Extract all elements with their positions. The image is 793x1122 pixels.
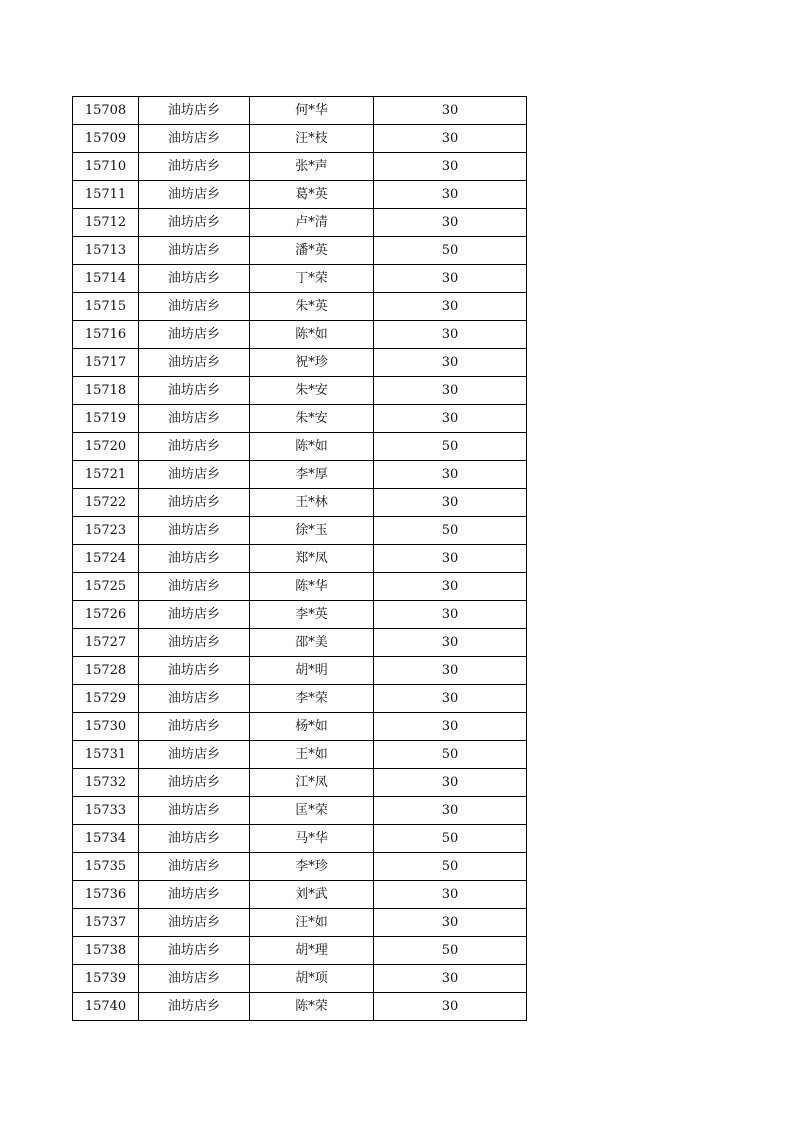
table-row — [73, 573, 527, 601]
record-id-cell: 15730 — [73, 713, 139, 741]
person-name-cell: 王*林 — [250, 489, 374, 517]
township-cell: 油坊店乡 — [139, 181, 250, 209]
amount-cell: 30 — [374, 601, 527, 629]
table-row — [73, 853, 527, 881]
township-cell: 油坊店乡 — [139, 125, 250, 153]
person-name-cell: 匡*荣 — [250, 797, 374, 825]
amount-cell: 30 — [374, 769, 527, 797]
person-name-cell: 李*珍 — [250, 853, 374, 881]
amount-cell: 50 — [374, 937, 527, 965]
table-row — [73, 237, 527, 265]
amount-cell: 30 — [374, 993, 527, 1021]
record-id-cell: 15708 — [73, 97, 139, 125]
table-row — [73, 405, 527, 433]
person-name-cell: 李*英 — [250, 601, 374, 629]
township-cell: 油坊店乡 — [139, 349, 250, 377]
township-cell: 油坊店乡 — [139, 209, 250, 237]
township-cell: 油坊店乡 — [139, 433, 250, 461]
amount-cell: 30 — [374, 349, 527, 377]
township-cell: 油坊店乡 — [139, 517, 250, 545]
person-name-cell: 陈*荣 — [250, 993, 374, 1021]
township-cell: 油坊店乡 — [139, 461, 250, 489]
table-row — [73, 461, 527, 489]
person-name-cell: 何*华 — [250, 97, 374, 125]
amount-cell: 30 — [374, 657, 527, 685]
amount-cell: 30 — [374, 573, 527, 601]
record-id-cell: 15722 — [73, 489, 139, 517]
table-row — [73, 489, 527, 517]
person-name-cell: 丁*荣 — [250, 265, 374, 293]
amount-cell: 50 — [374, 237, 527, 265]
person-name-cell: 陈*如 — [250, 433, 374, 461]
table-row — [73, 825, 527, 853]
table-row — [73, 209, 527, 237]
township-cell: 油坊店乡 — [139, 601, 250, 629]
amount-cell: 30 — [374, 713, 527, 741]
township-cell: 油坊店乡 — [139, 909, 250, 937]
table-row — [73, 993, 527, 1021]
township-cell: 油坊店乡 — [139, 965, 250, 993]
person-name-cell: 祝*珍 — [250, 349, 374, 377]
subsidy-table — [72, 96, 527, 1021]
township-cell: 油坊店乡 — [139, 321, 250, 349]
amount-cell: 30 — [374, 377, 527, 405]
record-id-cell: 15718 — [73, 377, 139, 405]
amount-cell: 50 — [374, 741, 527, 769]
amount-cell: 30 — [374, 797, 527, 825]
person-name-cell: 杨*如 — [250, 713, 374, 741]
township-cell: 油坊店乡 — [139, 685, 250, 713]
record-id-cell: 15738 — [73, 937, 139, 965]
table-row — [73, 153, 527, 181]
record-id-cell: 15737 — [73, 909, 139, 937]
person-name-cell: 徐*玉 — [250, 517, 374, 545]
amount-cell: 30 — [374, 293, 527, 321]
person-name-cell: 王*如 — [250, 741, 374, 769]
township-cell: 油坊店乡 — [139, 153, 250, 181]
record-id-cell: 15733 — [73, 797, 139, 825]
township-cell: 油坊店乡 — [139, 993, 250, 1021]
record-id-cell: 15734 — [73, 825, 139, 853]
person-name-cell: 汪*如 — [250, 909, 374, 937]
record-id-cell: 15723 — [73, 517, 139, 545]
amount-cell: 30 — [374, 97, 527, 125]
amount-cell: 30 — [374, 545, 527, 573]
record-id-cell: 15735 — [73, 853, 139, 881]
person-name-cell: 江*凤 — [250, 769, 374, 797]
township-cell: 油坊店乡 — [139, 573, 250, 601]
record-id-cell: 15719 — [73, 405, 139, 433]
amount-cell: 30 — [374, 209, 527, 237]
township-cell: 油坊店乡 — [139, 881, 250, 909]
record-id-cell: 15716 — [73, 321, 139, 349]
record-id-cell: 15713 — [73, 237, 139, 265]
person-name-cell: 潘*英 — [250, 237, 374, 265]
table-row — [73, 657, 527, 685]
amount-cell: 30 — [374, 321, 527, 349]
table-row — [73, 741, 527, 769]
person-name-cell: 陈*如 — [250, 321, 374, 349]
amount-cell: 30 — [374, 489, 527, 517]
table-row — [73, 629, 527, 657]
table-row — [73, 965, 527, 993]
amount-cell: 50 — [374, 825, 527, 853]
person-name-cell: 张*声 — [250, 153, 374, 181]
table-row — [73, 321, 527, 349]
township-cell: 油坊店乡 — [139, 853, 250, 881]
table-row — [73, 601, 527, 629]
record-id-cell: 15710 — [73, 153, 139, 181]
record-id-cell: 15724 — [73, 545, 139, 573]
table-row — [73, 97, 527, 125]
township-cell: 油坊店乡 — [139, 265, 250, 293]
table-body — [73, 97, 527, 1021]
person-name-cell: 卢*清 — [250, 209, 374, 237]
amount-cell: 30 — [374, 881, 527, 909]
record-id-cell: 15717 — [73, 349, 139, 377]
table-row — [73, 713, 527, 741]
amount-cell: 30 — [374, 405, 527, 433]
amount-cell: 50 — [374, 433, 527, 461]
record-id-cell: 15721 — [73, 461, 139, 489]
person-name-cell: 李*荣 — [250, 685, 374, 713]
person-name-cell: 胡*项 — [250, 965, 374, 993]
person-name-cell: 刘*武 — [250, 881, 374, 909]
amount-cell: 30 — [374, 125, 527, 153]
table-row — [73, 881, 527, 909]
record-id-cell: 15720 — [73, 433, 139, 461]
record-id-cell: 15731 — [73, 741, 139, 769]
table-row — [73, 265, 527, 293]
table-row — [73, 517, 527, 545]
person-name-cell: 胡*明 — [250, 657, 374, 685]
township-cell: 油坊店乡 — [139, 377, 250, 405]
amount-cell: 50 — [374, 517, 527, 545]
table-row — [73, 685, 527, 713]
table-row — [73, 377, 527, 405]
table-row — [73, 293, 527, 321]
township-cell: 油坊店乡 — [139, 629, 250, 657]
person-name-cell: 马*华 — [250, 825, 374, 853]
record-id-cell: 15714 — [73, 265, 139, 293]
record-id-cell: 15711 — [73, 181, 139, 209]
record-id-cell: 15728 — [73, 657, 139, 685]
township-cell: 油坊店乡 — [139, 769, 250, 797]
amount-cell: 30 — [374, 685, 527, 713]
township-cell: 油坊店乡 — [139, 713, 250, 741]
record-id-cell: 15709 — [73, 125, 139, 153]
record-id-cell: 15727 — [73, 629, 139, 657]
amount-cell: 30 — [374, 181, 527, 209]
table-row — [73, 125, 527, 153]
table-row — [73, 433, 527, 461]
amount-cell: 30 — [374, 265, 527, 293]
amount-cell: 30 — [374, 909, 527, 937]
person-name-cell: 葛*英 — [250, 181, 374, 209]
township-cell: 油坊店乡 — [139, 825, 250, 853]
record-id-cell: 15740 — [73, 993, 139, 1021]
record-id-cell: 15726 — [73, 601, 139, 629]
record-id-cell: 15736 — [73, 881, 139, 909]
township-cell: 油坊店乡 — [139, 97, 250, 125]
township-cell: 油坊店乡 — [139, 405, 250, 433]
person-name-cell: 李*厚 — [250, 461, 374, 489]
township-cell: 油坊店乡 — [139, 293, 250, 321]
person-name-cell: 陈*华 — [250, 573, 374, 601]
record-id-cell: 15732 — [73, 769, 139, 797]
table-row — [73, 545, 527, 573]
table-row — [73, 937, 527, 965]
amount-cell: 30 — [374, 629, 527, 657]
amount-cell: 30 — [374, 461, 527, 489]
amount-cell: 50 — [374, 853, 527, 881]
township-cell: 油坊店乡 — [139, 657, 250, 685]
amount-cell: 30 — [374, 153, 527, 181]
table-row — [73, 909, 527, 937]
table-row — [73, 349, 527, 377]
township-cell: 油坊店乡 — [139, 545, 250, 573]
table-row — [73, 797, 527, 825]
amount-cell: 30 — [374, 965, 527, 993]
person-name-cell: 朱*安 — [250, 377, 374, 405]
record-id-cell: 15712 — [73, 209, 139, 237]
record-id-cell: 15729 — [73, 685, 139, 713]
township-cell: 油坊店乡 — [139, 237, 250, 265]
person-name-cell: 胡*理 — [250, 937, 374, 965]
table-row — [73, 769, 527, 797]
record-id-cell: 15715 — [73, 293, 139, 321]
township-cell: 油坊店乡 — [139, 741, 250, 769]
township-cell: 油坊店乡 — [139, 489, 250, 517]
township-cell: 油坊店乡 — [139, 797, 250, 825]
person-name-cell: 郑*凤 — [250, 545, 374, 573]
person-name-cell: 朱*安 — [250, 405, 374, 433]
township-cell: 油坊店乡 — [139, 937, 250, 965]
person-name-cell: 邵*美 — [250, 629, 374, 657]
person-name-cell: 汪*枝 — [250, 125, 374, 153]
table-row — [73, 181, 527, 209]
person-name-cell: 朱*英 — [250, 293, 374, 321]
record-id-cell: 15739 — [73, 965, 139, 993]
record-id-cell: 15725 — [73, 573, 139, 601]
